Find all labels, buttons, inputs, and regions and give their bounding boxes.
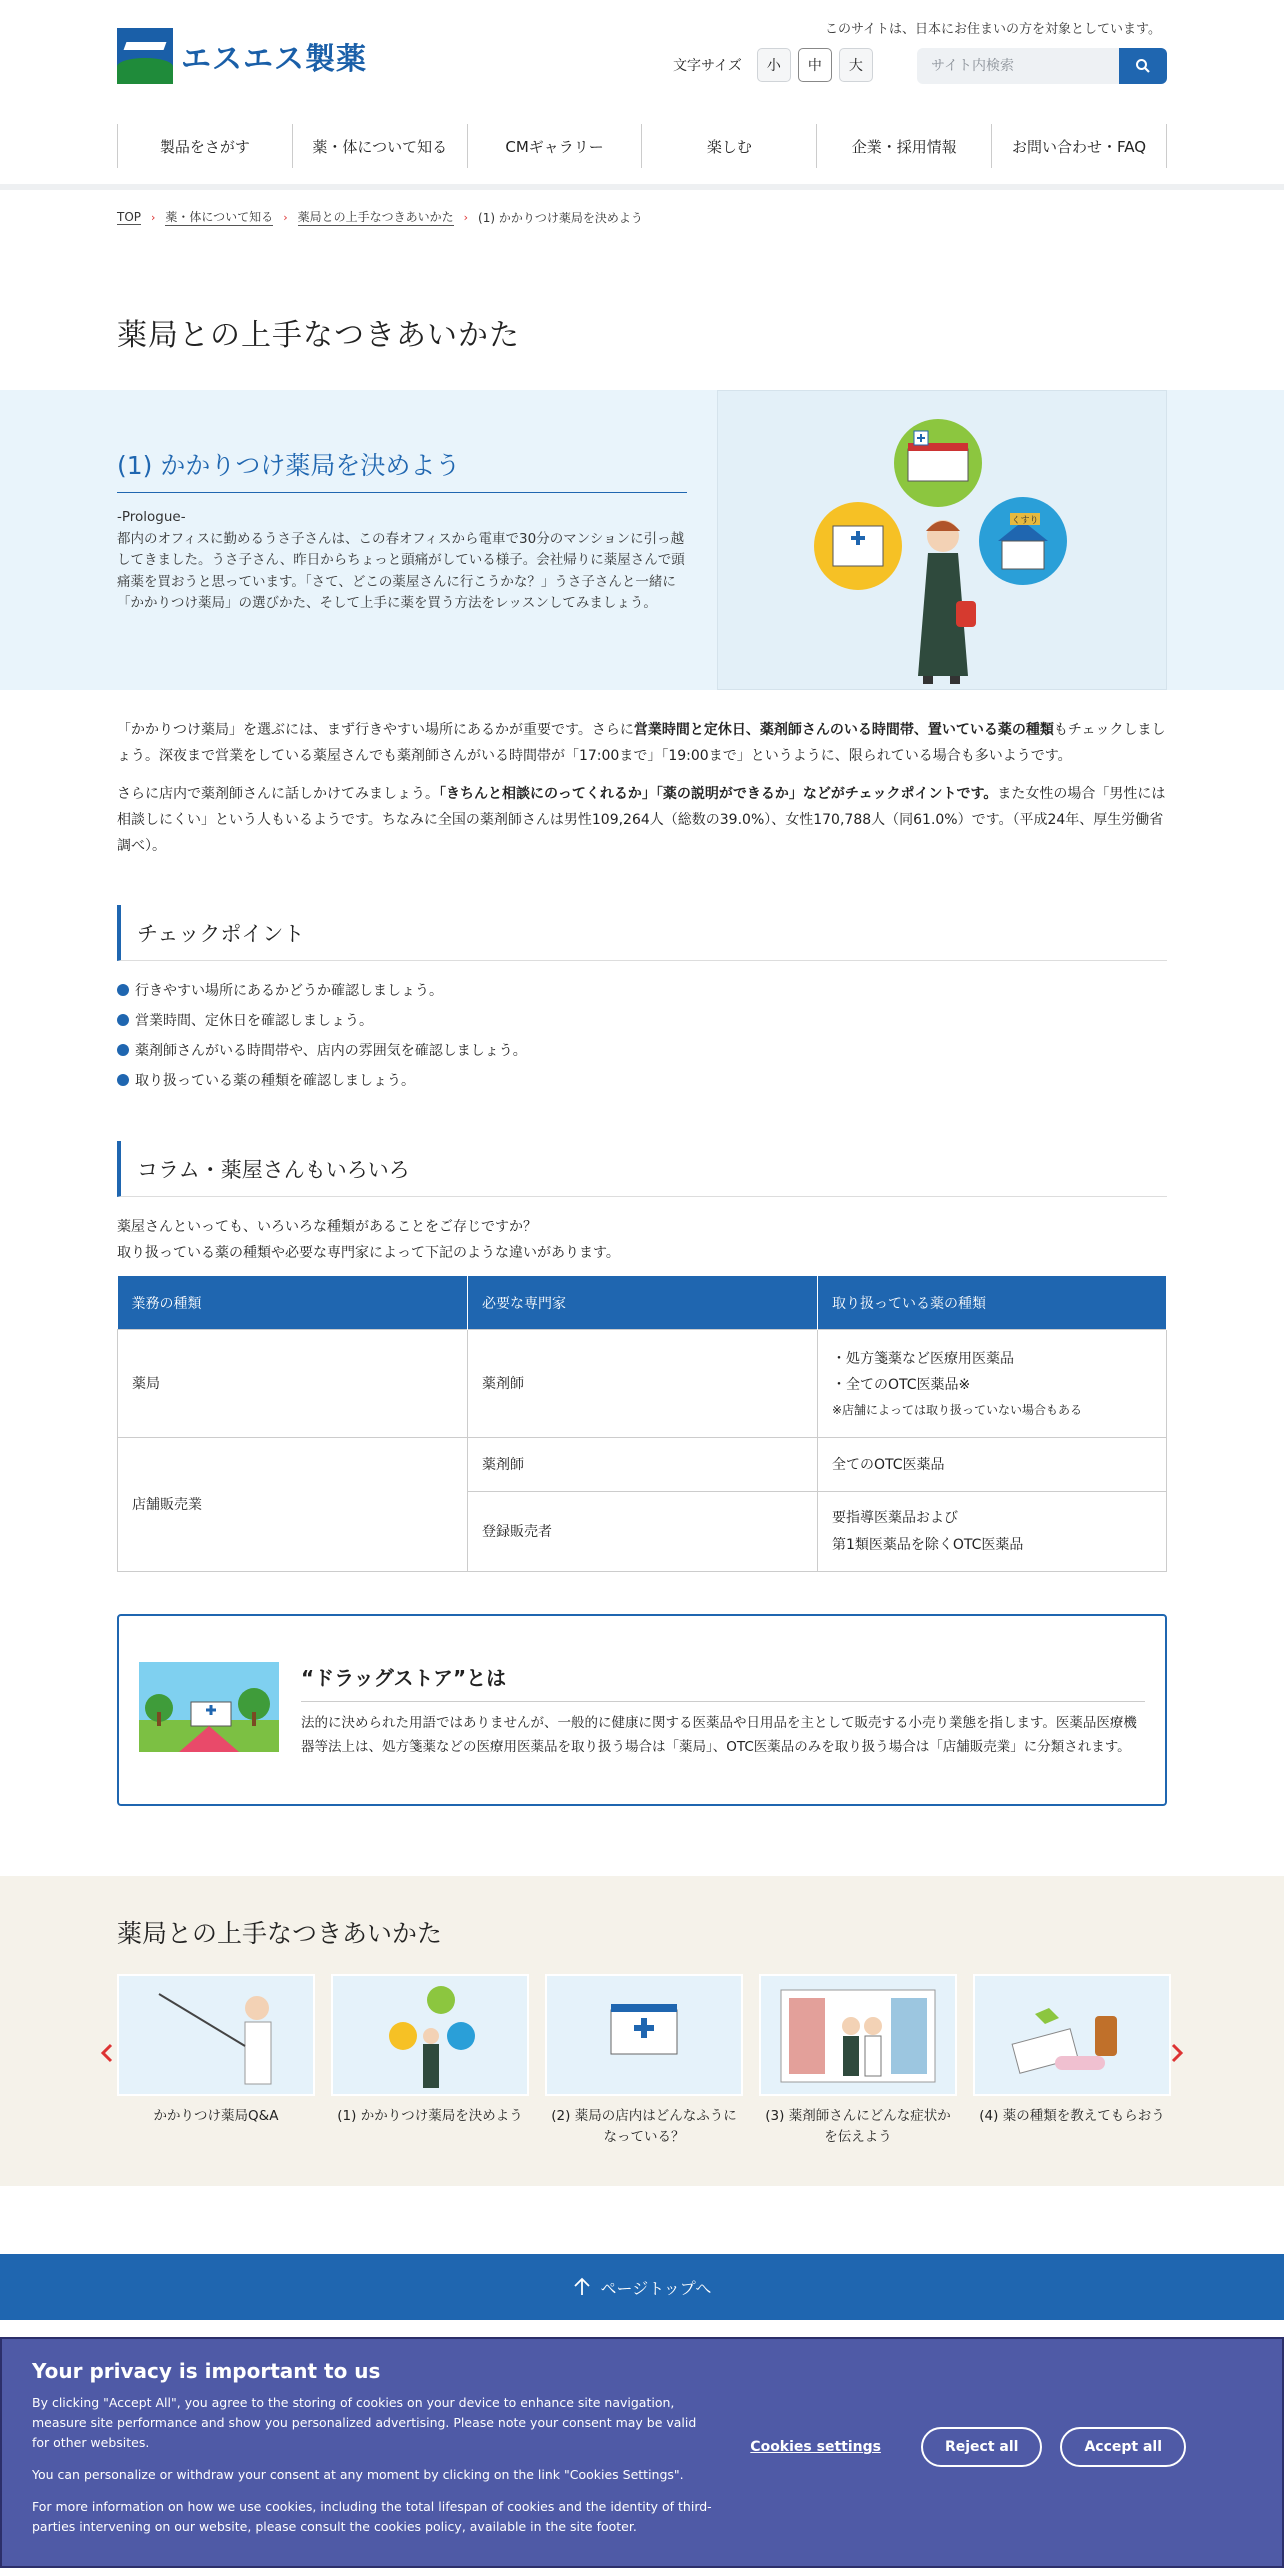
- checkpoint-text: 薬剤師さんがいる時間帯や、店内の雰囲気を確認しましょう。: [135, 1043, 527, 1060]
- related-card[interactable]: [759, 1974, 957, 2147]
- table-header: 必要な専門家: [468, 1276, 818, 1330]
- breadcrumb-current: (1) かかりつけ薬局を決めよう: [478, 210, 643, 225]
- drugstore-scene-icon: [139, 1662, 279, 1752]
- para1-text-a: 「かかりつけ薬局」を選ぶには、まず行きやすい場所にあるかが重要です。さらに: [117, 722, 634, 738]
- target-notice: このサイトは、日本にお住まいの方を対象としています。: [824, 22, 1161, 37]
- drugstore-text: 法的に決められた用語ではありませんが、一般的に健康に関する医薬品や日用品を主として販売する小売り業態を指します。医薬品医療機器等法上は、処方箋薬などの医療用医薬品を取り扱う場合は「薬局」、OTC医薬品のみを取り扱う場合は「店舗販売業」に分類されます。: [301, 1715, 1137, 1755]
- card-thumbnail: [545, 1974, 743, 2096]
- nav-enjoy[interactable]: 楽しむ: [642, 124, 817, 168]
- site-header: [0, 0, 1284, 190]
- intro-band: [0, 390, 1284, 690]
- medicine-items-icon: [975, 1976, 1169, 2094]
- pharmacy-types-table: [117, 1276, 1167, 1573]
- related-articles: [0, 1876, 1284, 2186]
- cookie-text: For more information on how we use cookies, including the total lifespan of cookies and the identity of third-parties intervening on our website, please consult the cookies policy, available in the site footer.: [32, 2499, 712, 2534]
- card-thumbnail: [331, 1974, 529, 2096]
- table-cell: [818, 1492, 1167, 1572]
- card-label: (3) 薬剤師さんにどんな症状かを伝えよう: [765, 2108, 951, 2145]
- intro-heading: (1) かかりつけ薬局を決めよう: [117, 446, 687, 493]
- arrow-up-icon: [573, 2277, 591, 2297]
- drugstore-illustration: [139, 1662, 279, 1752]
- nav-corporate[interactable]: 企業・採用情報: [817, 124, 992, 168]
- card-thumbnail: [759, 1974, 957, 2096]
- list-item: [117, 1005, 1167, 1035]
- drug-line: 第1類医薬品を除くOTC医薬品: [832, 1536, 1024, 1553]
- carousel-next-arrow-icon[interactable]: [1169, 2042, 1185, 2064]
- checkpoint-text: 取り扱っている薬の種類を確認しましょう。: [135, 1073, 415, 1090]
- related-card[interactable]: [545, 1974, 743, 2147]
- related-card[interactable]: [117, 1974, 315, 2147]
- global-nav: [117, 124, 1167, 168]
- drug-line: 要指導医薬品および: [832, 1510, 958, 1527]
- column-intro-line1: 薬屋さんといっても、いろいろな種類があることをご存じですか？: [117, 1219, 537, 1236]
- bullet-icon: [117, 1014, 129, 1026]
- para1-emphasis: 営業時間と定休日、薬剤師さんのいる時間帯、置いている薬の種類: [633, 722, 1054, 738]
- card-label: (4) 薬の種類を教えてもらおう: [979, 2108, 1165, 2125]
- cookie-settings-link[interactable]: Cookies settings: [750, 2439, 881, 2455]
- cookie-text: You can personalize or withdraw your consent at any moment by clicking on the link "Cookies Settings".: [32, 2467, 684, 2482]
- site-logo[interactable]: [117, 28, 367, 84]
- font-size-label: 文字サイズ: [673, 58, 742, 74]
- site-search: [917, 48, 1167, 84]
- font-size-medium-button[interactable]: 中: [798, 48, 832, 82]
- table-cell: 薬局: [118, 1330, 468, 1438]
- para1-text-c: もチェックしましょう。深夜まで営業をしている薬屋さんでも薬剤師さんがいる時間帯が「17:00まで」「19:00まで」というように、限られている場合も多いようです。: [117, 722, 1166, 764]
- page-top-label: ページトップへ: [600, 2278, 712, 2298]
- page-top-button[interactable]: [0, 2254, 1284, 2320]
- paragraph-talk-pharmacist: [117, 782, 1167, 860]
- bullet-icon: [117, 1044, 129, 1056]
- chevron-right-icon: ›: [283, 210, 288, 224]
- font-size-small-button[interactable]: 小: [757, 48, 791, 82]
- search-icon: [1135, 58, 1151, 74]
- reject-all-button[interactable]: Reject all: [921, 2427, 1042, 2467]
- checkpoint-list: [117, 975, 1167, 1095]
- bullet-icon: [117, 984, 129, 996]
- woman-choosing-pharmacy-illustration: [718, 391, 1168, 691]
- nav-contact-faq[interactable]: お問い合わせ・FAQ: [992, 124, 1167, 168]
- cookie-text: By clicking "Accept All", you agree to the storing of cookies on your device to enhance site navigation, measure site performance and show you personalized advertising. Please note your consent may be valid for other websites.: [32, 2395, 697, 2450]
- drugstore-heading: “ドラッグストア”とは: [301, 1662, 1145, 1702]
- cookie-actions: [750, 2427, 1186, 2467]
- logo-mark-icon: [117, 28, 173, 84]
- para2-text-c: また女性の場合「男性には相談しにくい」という人もいるようです。ちなみに全国の薬剤師さんは男性109,264人（総数の39.0%）、女性170,788人（同61.0%）です。（平成24年、厚生労働省調べ）。: [117, 785, 1166, 854]
- card-label: かかりつけ薬局Q&A: [153, 2108, 279, 2125]
- table-cell: 全てのOTC医薬品: [818, 1438, 1167, 1492]
- list-item: [117, 975, 1167, 1005]
- drugstore-info-body: [301, 1662, 1145, 1804]
- breadcrumb-pharmacy[interactable]: 薬局との上手なつきあいかた: [297, 210, 454, 224]
- breadcrumb-top[interactable]: TOP: [117, 209, 142, 224]
- table-row: [118, 1438, 1167, 1492]
- table-cell: 薬剤師: [468, 1330, 818, 1438]
- table-cell: [818, 1330, 1167, 1438]
- bullet-icon: [117, 1074, 129, 1086]
- store-shelves-icon: [761, 1976, 955, 2094]
- related-carousel: [117, 1974, 1167, 2147]
- font-size-large-button[interactable]: 大: [839, 48, 873, 82]
- related-card[interactable]: [331, 1974, 529, 2147]
- table-header: 取り扱っている薬の種類: [818, 1276, 1167, 1330]
- card-thumbnail: [973, 1974, 1171, 2096]
- list-item: [117, 1035, 1167, 1065]
- checkpoint-heading: チェックポイント: [117, 905, 1167, 961]
- para2-text-a: さらに店内で薬剤師さんに話しかけてみましょう。: [117, 785, 439, 802]
- related-card[interactable]: [973, 1974, 1171, 2147]
- cookie-title: Your privacy is important to us: [32, 2359, 381, 2383]
- intro-prologue: -Prologue-: [117, 509, 186, 525]
- search-input[interactable]: [917, 48, 1119, 84]
- logo-text: エスエス製薬: [181, 42, 367, 77]
- paragraph-choose-pharmacy: [117, 718, 1167, 770]
- column-intro-line2: 取り扱っている薬の種類や必要な専門家によって下記のような違いがあります。: [117, 1244, 620, 1261]
- column-intro: [117, 1215, 1167, 1265]
- chevron-right-icon: ›: [463, 210, 469, 224]
- chevron-right-icon: ›: [151, 210, 156, 224]
- list-item: [117, 1065, 1167, 1095]
- nav-products[interactable]: 製品をさがす: [118, 124, 293, 168]
- drugstore-info-box: [117, 1614, 1167, 1806]
- intro-story: 都内のオフィスに勤めるうさ子さんは、この春オフィスから電車で30分のマンションに引っ越してきました。うさ子さん、昨日からちょっと頭痛がしている様子。会社帰りに薬屋さんで頭痛薬を買おうと思っています。「さて、どこの薬屋さんに行こうかな？」うさ子さんと一緒に「かかりつけ薬局」の選びかた、そして上手に薬を買う方法をレッスンしてみましょう。: [117, 530, 685, 612]
- breadcrumb-knowledge[interactable]: 薬・体について知る: [165, 210, 274, 224]
- woman-choosing-icon: [333, 1976, 527, 2094]
- table-cell: 店舗販売業: [118, 1438, 468, 1572]
- drug-line: ・全てのOTC医薬品※: [832, 1377, 971, 1394]
- breadcrumb: [117, 190, 1167, 230]
- card-thumbnail: [117, 1974, 315, 2096]
- para2-emphasis: 「きちんと相談にのってくれるか」「薬の説明ができるか」などがチェックポイントです。: [439, 785, 998, 802]
- intro-illustration: [717, 390, 1167, 690]
- checkpoint-text: 行きやすい場所にあるかどうか確認しましょう。: [135, 983, 443, 1000]
- accept-all-button[interactable]: Accept all: [1060, 2427, 1186, 2467]
- column-heading: コラム・薬屋さんもいろいろ: [117, 1141, 1167, 1197]
- pharmacist-pointer-icon: [119, 1976, 313, 2094]
- drug-line: ・処方箋薬など医療用医薬品: [832, 1350, 1014, 1367]
- search-button[interactable]: [1119, 48, 1167, 84]
- intro-text: [117, 390, 687, 690]
- nav-knowledge[interactable]: 薬・体について知る: [293, 124, 468, 168]
- pharmacy-sign-icon: [547, 1976, 741, 2094]
- drug-note: ※店舗によっては取り扱っていない場合もある: [832, 1403, 1083, 1418]
- card-label: (1) かかりつけ薬局を決めよう: [337, 2108, 523, 2125]
- table-header-row: [118, 1276, 1167, 1330]
- carousel-prev-arrow-icon[interactable]: [99, 2042, 115, 2064]
- table-row: [118, 1330, 1167, 1438]
- page-title: 薬局との上手なつきあいかた: [117, 318, 520, 353]
- table-header: 業務の種類: [118, 1276, 468, 1330]
- cookie-banner: [0, 2337, 1284, 2568]
- table-cell: 登録販売者: [468, 1492, 818, 1572]
- table-cell: 薬剤師: [468, 1438, 818, 1492]
- related-heading: 薬局との上手なつきあいかた: [117, 1919, 443, 1949]
- nav-cm-gallery[interactable]: CMギャラリー: [468, 124, 643, 168]
- sign-label: くすり: [1011, 516, 1039, 526]
- font-size-switcher: [673, 48, 873, 82]
- card-label: (2) 薬局の店内はどんなふうになっている？: [551, 2108, 737, 2145]
- checkpoint-text: 営業時間、定休日を確認しましょう。: [135, 1013, 373, 1030]
